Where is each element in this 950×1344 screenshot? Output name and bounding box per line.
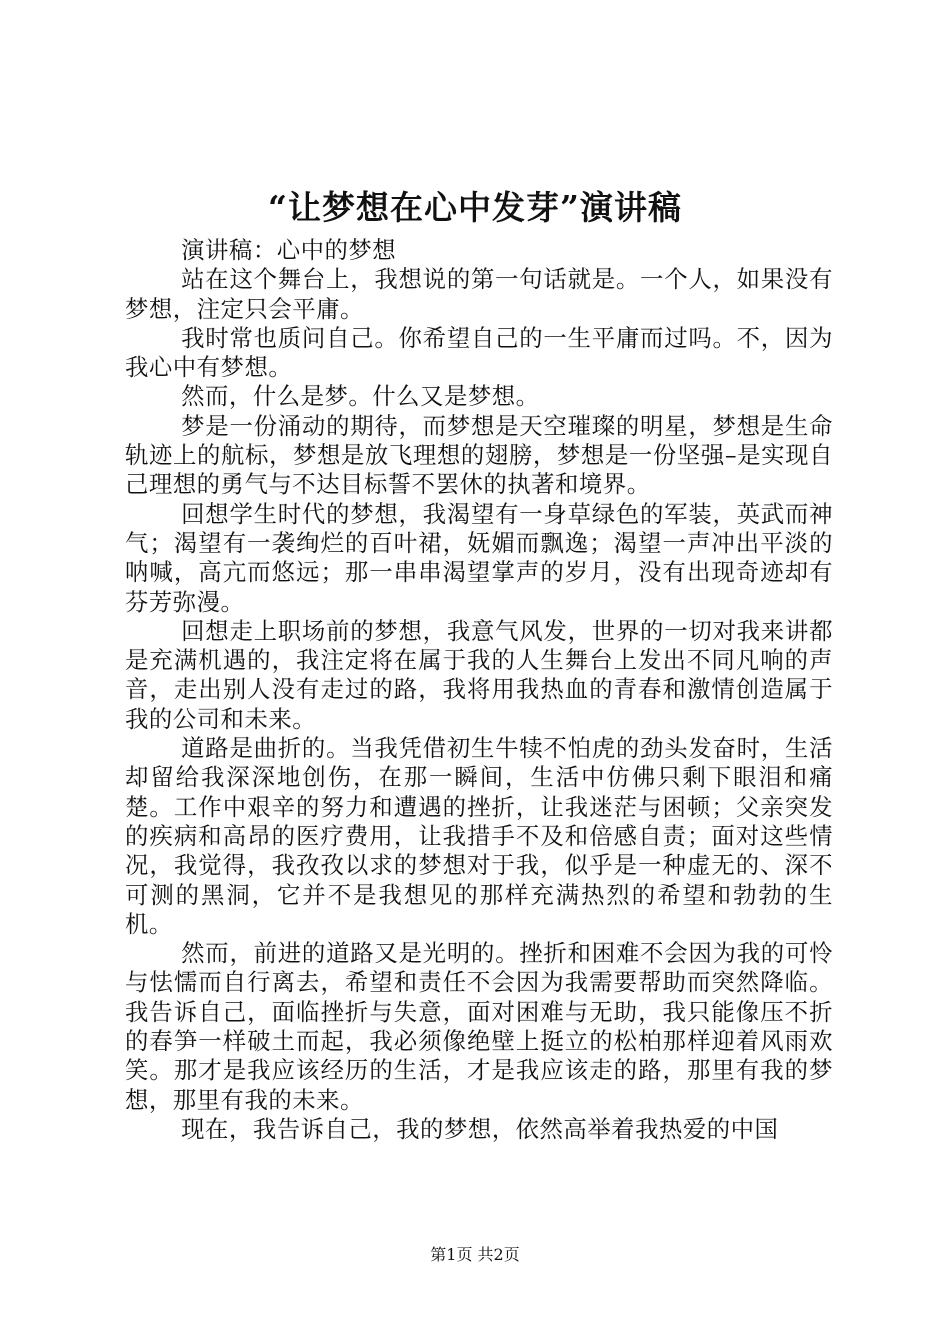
paragraph: 然而，前进的道路又是光明的。挫折和困难不会因为我的可怜与怯懦而自行离去，希望和责任不会因为我需要帮助而突然降临。我告诉自己，面临挫折与失意，面对困难与无助，我只能像压不折的春笋一样破土而起，我必须像绝壁上挺立的松柏那样迎着风雨欢笑。那才是我应该经历的生活，才是我应该走的路，那里有我的梦想，那里有我的未来。 xyxy=(125,939,833,1114)
paragraph: 我时常也质问自己。你希望自己的一生平庸而过吗。不，因为我心中有梦想。 xyxy=(125,323,833,382)
page-footer: 第1页 共2页 xyxy=(430,1245,520,1264)
paragraph: 道路是曲折的。当我凭借初生牛犊不怕虎的劲头发奋时，生活却留给我深深地创伤，在那一瞬间，生活中仿佛只剩下眼泪和痛楚。工作中艰辛的努力和遭遇的挫折，让我迷茫与困顿；父亲突发的疾病和高昂的医疗费用，让我措手不及和倍感自责；面对这些情况，我觉得，我孜孜以求的梦想对于我，似乎是一种虚无的、深不可测的黑洞，它并不是我想见的那样充满热烈的希望和勃勃的生机。 xyxy=(125,734,833,938)
paragraph: 梦是一份涌动的期待，而梦想是天空璀璨的明星，梦想是生命轨迹上的航标，梦想是放飞理想的翅膀，梦想是一份坚强–是实现自己理想的勇气与不达目标誓不罢休的执著和境界。 xyxy=(125,411,833,499)
paragraph: 站在这个舞台上，我想说的第一句话就是。一个人，如果没有梦想，注定只会平庸。 xyxy=(125,265,833,323)
paragraph: 回想走上职场前的梦想，我意气风发，世界的一切对我来讲都是充满机遇的，我注定将在属于我的人生舞台上发出不同凡响的声音，走出别人没有走过的路，我将用我热血的青春和激情创造属于我的公司和未来。 xyxy=(125,616,833,733)
paragraph: 然而，什么是梦。什么又是梦想。 xyxy=(181,382,540,411)
paragraph: 演讲稿：心中的梦想 xyxy=(181,236,397,264)
document-body xyxy=(125,236,833,1144)
document-title: “让梦想在心中发芽”演讲稿 xyxy=(268,188,682,227)
paragraph: 现在，我告诉自己，我的梦想，依然高举着我热爱的中国 xyxy=(181,1114,779,1143)
paragraph: 回想学生时代的梦想，我渴望有一身草绿色的军装，英武而神气；渴望有一袭绚烂的百叶裙，妩媚而飘逸；渴望一声冲出平淡的呐喊，高亢而悠远；那一串串渴望掌声的岁月，没有出现奇迹却有芬芳弥漫。 xyxy=(125,499,833,616)
